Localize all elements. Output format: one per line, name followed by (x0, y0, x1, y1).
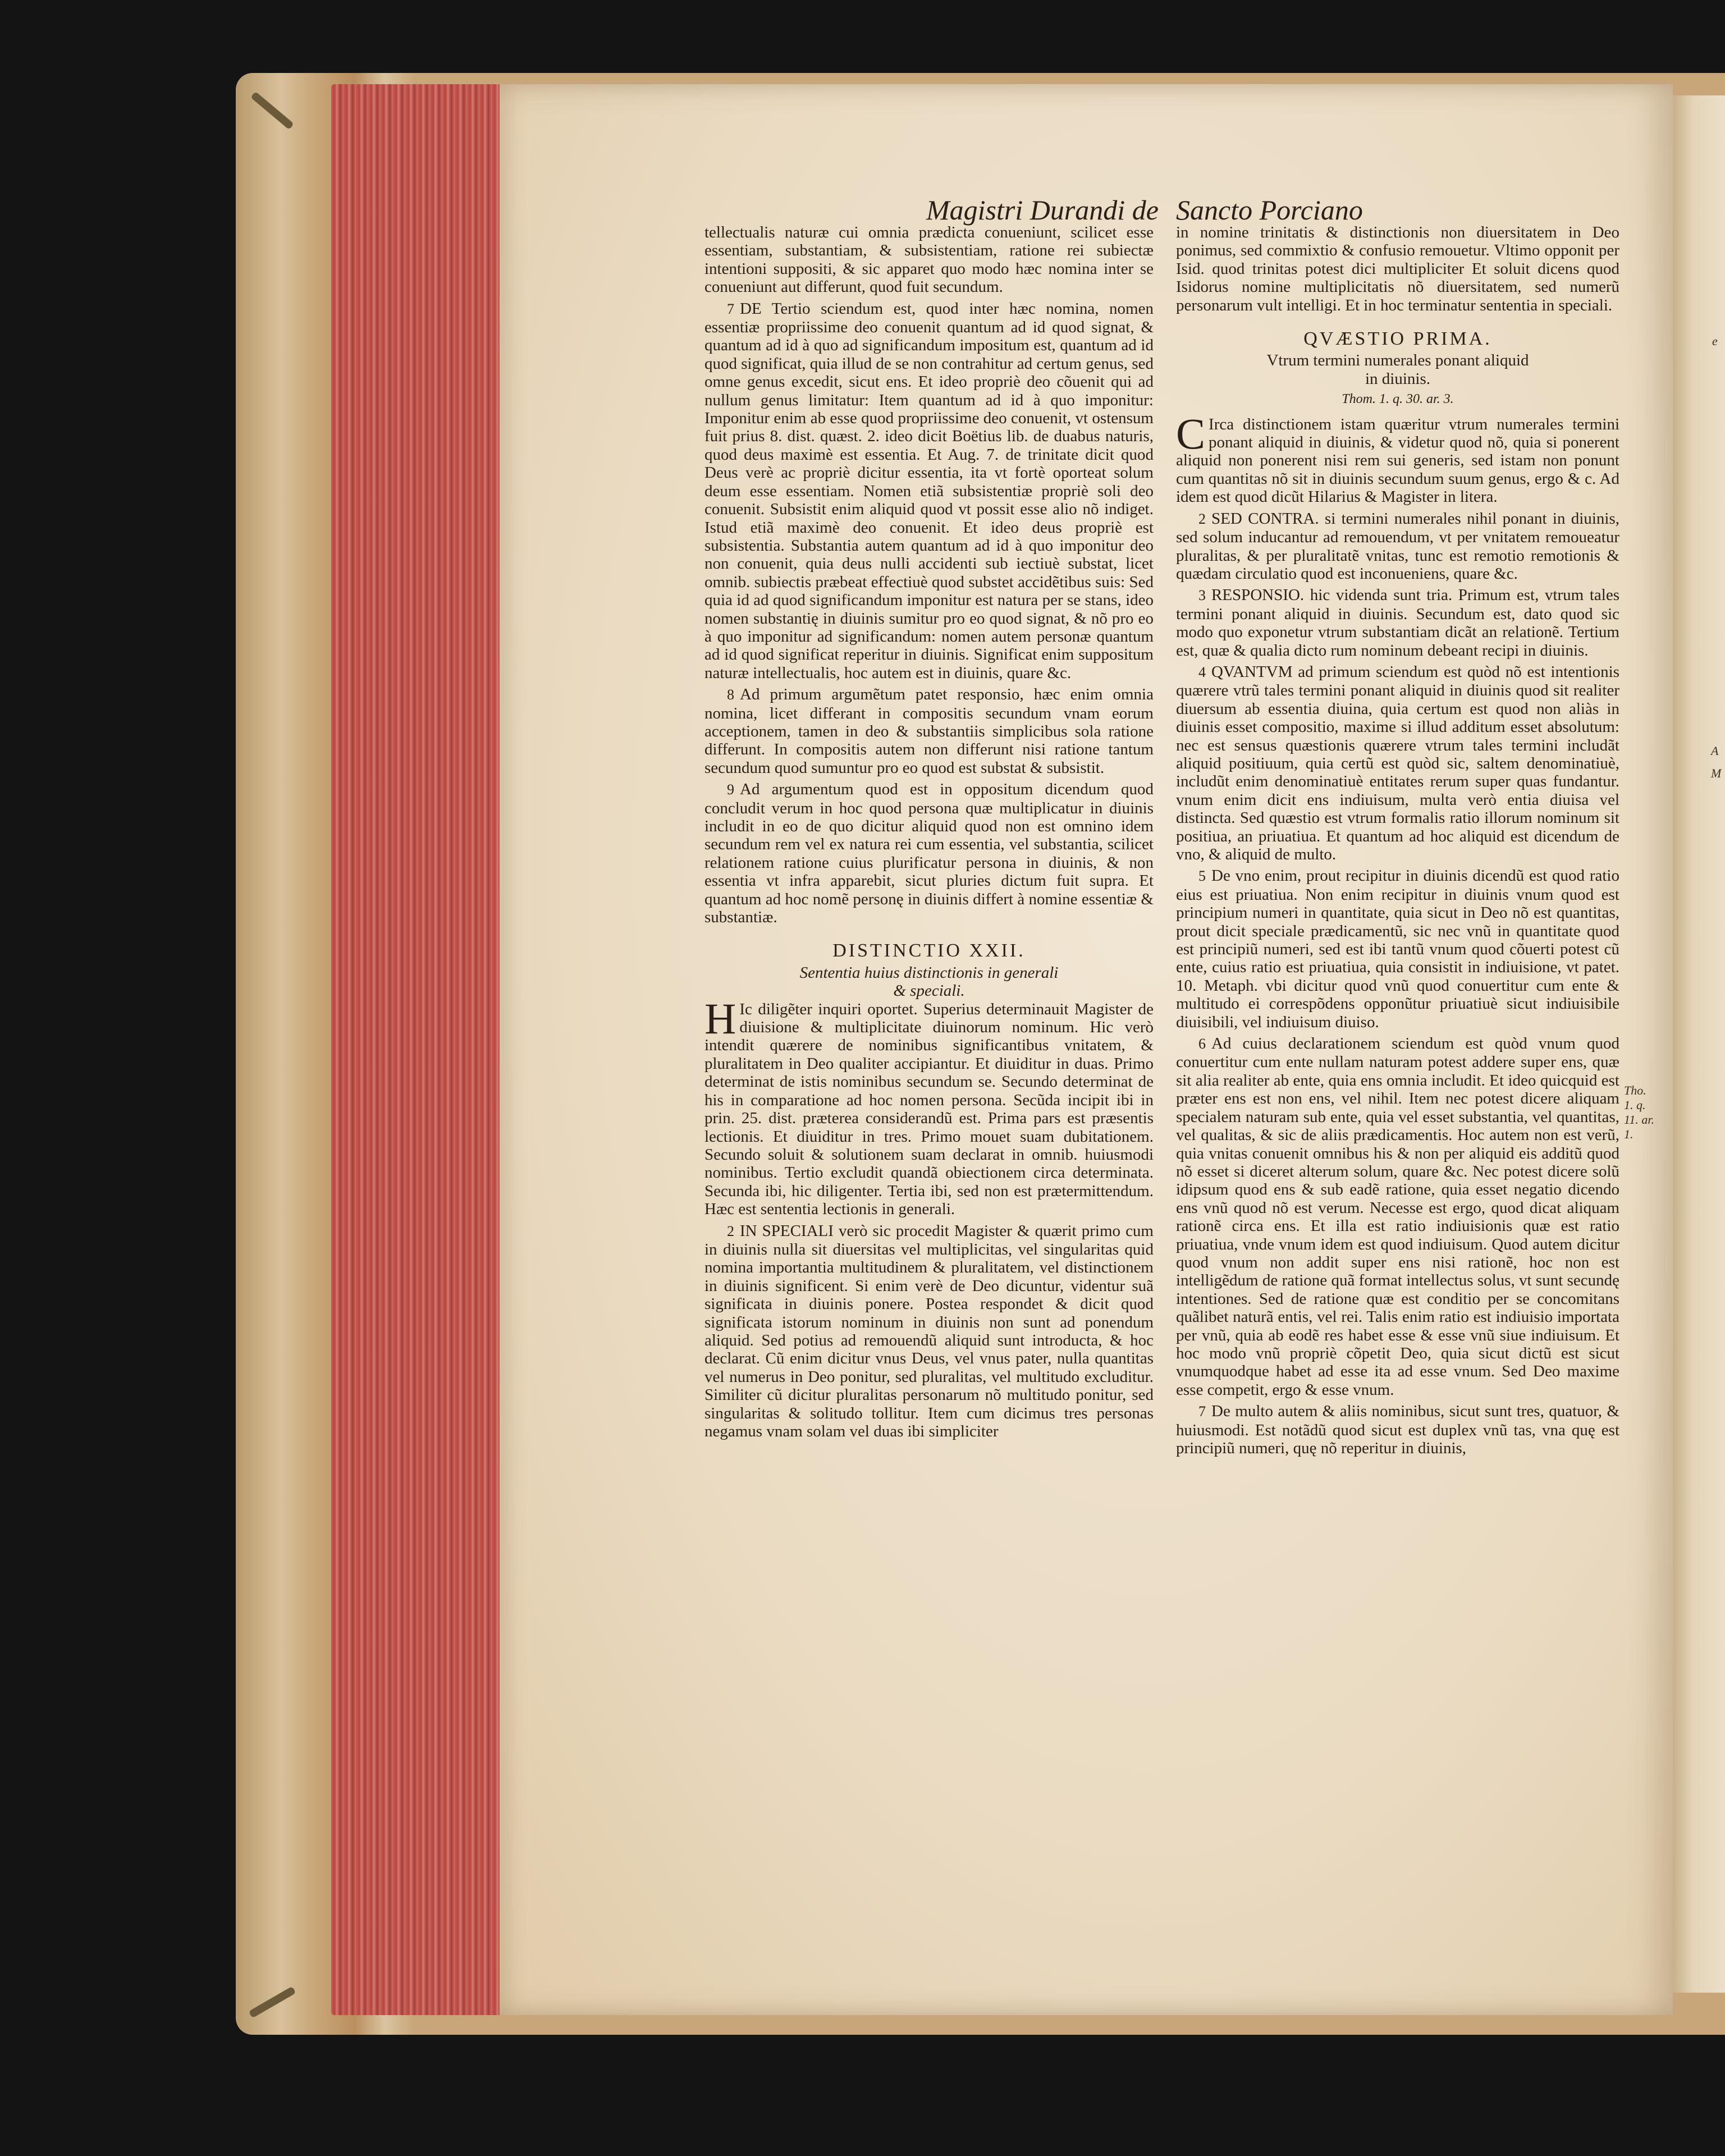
paragraph-number: 5 (1198, 868, 1206, 885)
quaestio-subheading-1: Vtrum termini numerales ponant aliquid (1266, 351, 1529, 370)
left-paragraph-7 (704, 300, 1154, 683)
right-paragraph-5 (1176, 867, 1619, 1031)
running-header-right: Sancto Porciano (1176, 194, 1363, 226)
next-page-letter-e: e (1712, 334, 1718, 348)
paragraph-text: Ic diligẽter inquiri oportet. Superius determinauit Magister de diuisione & multiplicitate diuinorum nominum. Hic verò intendit quærere de nominibus significantibus vnitatem, & pluralitatem in Deo qualiter accipiantur. Et diuiditur in duas. Primo determinat de istis nominibus secundum se. Secundo determinat de his in comparatione ad hoc nomen persona. Secũda incipit ibi in prin. 25. dist. præterea considerandũ est. Prima pars est præsentis lectionis. Et diuiditur in tres. Primo mouet suam dubitationem. Secundo soluit & solutionem suam declarat in omnib. huiusmodi nominibus. Tertio excludit quandã obiectionem circa determinata. Secunda ibi, hic diligenter. Tertia ibi, sed non est prætermittendum. Hæc est sententia lectionis in generali. (704, 1000, 1154, 1219)
left-opening-paragraph: tellectualis naturæ cui omnia prædicta conueniunt, scilicet esse essentiam, substantiam, & subsistentiam, ratione rei subiectæ intentioni suppositi, & sic apparet quo modo hæc nomina inter se conueniunt aut differunt, quod fuit secundum. (704, 223, 1154, 296)
left-paragraph-2 (704, 1222, 1154, 1441)
left-paragraph-9 (704, 780, 1154, 926)
paragraph-text: RESPONSIO. hic videnda sunt tria. Primum est, vtrum tales termini ponant aliquid in diuinis. Secundum est, dato quod sic modo quo exponetur vtrum substantiam dicãt an relationẽ. Tertium est, quæ & qualia dicto rum nominum debeant recipi in diuinis. (1176, 586, 1619, 660)
distinctio-subheading-2: & speciali. (893, 982, 965, 1000)
distinctio-subheading-1: Sententia huius distinctionis in generali (799, 963, 1059, 982)
quaestio-citation: Thom. 1. q. 30. ar. 3. (1342, 392, 1454, 407)
left-paragraph-8 (704, 685, 1154, 777)
red-page-edges (331, 84, 500, 2015)
right-opening-paragraph: in nomine trinitatis & distinctionis non diuersitatem in Deo ponimus, sed commixtio & confusio remouetur. Vltimo opponit per Isid. quod trinitas potest dici multipliciter Et soluit dicens quod Isidorus nomine multiplicitatis nõ diuersitatem, sed numerũ personarum vult intelligi. Et in hoc terminatur sententia in speciali. (1176, 223, 1619, 314)
left-column (704, 223, 1154, 1444)
paragraph-text: Ad cuius declarationem sciendum est quòd vnum quod conuertitur cum ente nullam naturam potest addere super ens, quæ sit alia realiter ab ente, quia ens omnia includit. Et ideo quicquid est præter ens est non ens, vel nihil. Item nec potest dicere aliquam specialem naturam sub ente, quia vel esset substantia, vel quantitas, vel qualitas, & sic de aliis prædicamentis. Hoc autem non est verũ, quia vnitas conuenit omnibus his & non per aliquid eis additũ quod nõ esset si diceret alterum solum, quare &c. Nec potest dicere solũ idipsum quod ens & sub eadẽ ratione, quia esset negatio dicendo ens vnũ quod nõ est verum. Necesse est ergo, quod dicat aliquam rationẽ circa ens. Et illa est ratio indiuisionis quæ est ratio priuatiua, vnde vnum idem est quod indiuisum. Quod autem dicitur quod vnum non addit super ens nisi rationẽ, hoc non est intelligẽdum de ratione quã format intellectus solus, vt sunt secundę intentiones. Sed de ratione quæ est conditio per se concomitans quãlibet naturã entis, vel rei. Talis enim ratio est indiuisio importata per vnũ, quia ab eodẽ res habet esse & esse vnũ siue indiuisum. Et hoc modo vnũ propriè cõpetit Deo, quia sicut dictũ est sicut vnumquodque habet ad esse ita ad esse vnum. Sed Deo maxime esse competit, ergo & esse vnum. (1176, 1034, 1619, 1399)
paragraph-text: Ad argumentum quod est in oppositum dicendum quod concludit verum in hoc quod persona quæ multiplicatur in diuinis includit in eo de quo dicitur aliquid quod non est omnino idem secundum rem vel ex natura rei cum essentia, vel substantia, scilicet relationem ratione cuius plurificatur persona in diuinis, & non essentia vt infra apparebit, sicut pluries dictum fuit supra. Et quantum ad hoc nomẽ personę in diuinis differt à nomine essentiæ & substantiæ. (704, 780, 1154, 927)
paragraph-number: 7 (727, 300, 734, 317)
right-paragraph-7 (1176, 1402, 1619, 1457)
next-page-letter-m: M (1711, 766, 1722, 780)
right-paragraph-6 (1176, 1034, 1619, 1399)
paragraph-number: 2 (1198, 510, 1206, 527)
next-page-letter-a: A (1711, 744, 1719, 758)
paragraph-number: 3 (1198, 587, 1206, 604)
paragraph-number: 2 (727, 1223, 734, 1239)
paragraph-number: 7 (1198, 1403, 1206, 1420)
next-page-edge (1673, 95, 1725, 1993)
quaestio-subheading-2: in diuinis. (1365, 369, 1430, 388)
right-paragraph-3 (1176, 586, 1619, 660)
right-paragraph-4 (1176, 663, 1619, 863)
paragraph-text: Irca distinctionem istam quæritur vtrum numerales termini ponant aliquid in diuinis, & videtur quod nõ, quia si ponerent aliquid non ponerent nisi rem sui generis, sed istam non ponunt cum quantitas nõ sit in diuinis secundum suum genus, ergo & c. Ad idem est quod dicũt Hilarius & Magister in litera. (1176, 415, 1619, 506)
distinctio-paragraph (704, 994, 1154, 1219)
paragraph-number: 9 (727, 781, 734, 798)
paragraph-text: De multo autem & aliis nominibus, sicut sunt tres, quatuor, & huiusmodi. Est notãdũ quod sicut est duplex vnũ tas, vna quę est principiũ numeri, quę nõ reperitur in diuinis, (1176, 1402, 1619, 1457)
paragraph-number: 8 (727, 686, 734, 703)
running-header-left: Magistri Durandi de (926, 194, 1159, 226)
paragraph-text: DE Tertio sciendum est, quod inter hæc nomina, nomen essentiæ propriissime deo conuenit quantum ad id quod signat, & quantum ad id à quo ad significandum impositum est, quantum ad id quod significat, quia illud de se non contrahitur ad certum genus, sed omne genus excedit, sicut ens. Et ideo propriè deo cõuenit qui ad nullum genus limitatur: Item quantum ad id à quo imponitur: Imponitur enim ab esse quod propriissime deo conuenit, vt ostensum fuit prius 8. dist. quæst. 2. ideo dicit Boëtius lib. de duabus naturis, quod deus maximè est essentia. Et Aug. 7. de trinitate dicit quod Deus verè ac propriè dicitur essentia, ita vt fortè oporteat solum deum esse essentiam. Nomen etiã subsistentiæ propriè soli deo conuenit. Subsistit enim aliquid quod vt possit esse alio nõ indiget. Istud etiã maximè deo conuenit. Et ideo deus propriè est subsistentia. Substantia autem quantum ad id à quo imponitur deo non conuenit, quia deus nulli accidenti sub iectiuè substat, licet omnib. subiectis præbeat effectiuè quod substet accidẽtibus suis: Sed quia id ad quod significandum imponitur est natura per se stans, ideo nomen substantię in diuinis sumitur pro eo quod signat, & nõ pro eo à quo imponitur ad significandum: nomen autem personæ quantum ad id quod significat reperitur in diuinis. Significat enim suppositum naturæ intellectualis, hoc autem est in diuinis, quare &c. (704, 299, 1154, 682)
paragraph-text: Ad primum argumẽtum patet responsio, hæc enim omnia nomina, licet differant in compositis secundum vnam eorum acceptionem, tamen in deo & substantiis simplicibus sola ratione differunt. In compositis autem non differunt nisi ratione tantum secundum quod sumuntur pro eo quod est substat & subsistit. (704, 685, 1154, 777)
paragraph-number: 4 (1198, 663, 1206, 680)
right-paragraph-2 (1176, 510, 1619, 583)
quaestio-heading: QVÆSTIO PRIMA. (1303, 328, 1492, 350)
distinctio-heading: DISTINCTIO XXII. (832, 940, 1026, 962)
paragraph-text: De vno enim, prout recipitur in diuinis dicendũ est quod ratio eius est priuatiua. Non enim recipitur in diuinis vnum quod est principium numeri in quantitate, quia sicut in Deo nõ est quantitas, prout dicit speciale prædicamentũ, sic nec vnũ in quantitate quod est principiũ numeri, sed est ibi tantũ vnum quod cõuerti potest cũ ente, cuius ratio est priuatiua, quia consistit in indiuisione, vt patet. 10. Metaph. vbi dicitur quod vnũ quod conuertitur cum ente & multitudo ei correspõdens opponũtur priuatiuè sicut indiuisibile diuisibili, vel indiuisum diuiso. (1176, 867, 1619, 1031)
paragraph-number: 6 (1198, 1036, 1206, 1052)
right-column (1176, 223, 1619, 1461)
drop-capital: H (704, 994, 736, 1043)
paragraph-text: QVANTVM ad primum sciendum est quòd nõ est intentionis quærere vtrũ tales termini ponant aliquid in diuinis quod sit realiter diuersum ab essentia diuina, quia certum est quod non aliàs in diuinis esset compositio, maxime si illud additum esset absolutum: nec est sensus quæstionis quærere vtrum tales termini includãt aliquid positiuum, quia certũ est quòd sic, saltem denominatiuè, includũt enim denominatiuè entitates rerum super quas fundantur. vnum enim dicit ens indiuisum, multa verò entia diuisa vel distincta. Sed quæstio est vtrum formalis ratio illorum nominum sit positiua, an priuatiua. Et quantum ad hoc aliquid est dicendum de vno, & aliquid de multo. (1176, 662, 1619, 863)
margin-note-citation: Tho. 1. q. 11. ar. 1. (1624, 1083, 1654, 1141)
quaestio-paragraph (1176, 409, 1619, 506)
paragraph-text: SED CONTRA. si termini numerales nihil ponant in diuinis, sed solum inducantur ad remouendum, vt per vnitatem remoueatur pluralitas, & per pluralitatẽ vnitas, tunc est remotio remotionis & quædam circulatio quod est inconueniens, quare &c. (1176, 509, 1619, 583)
drop-capital: C (1176, 409, 1206, 458)
paragraph-text: IN SPECIALI verò sic procedit Magister & quærit primo cum in diuinis nulla sit diuersitas vel multiplicitas, vel singularitas quid nomina importantia multitudinem & pluralitatem, vel distinctionem in diuinis significent. Si enim verè de Deo dicuntur, videntur suã significata in diuinis ponere. Postea respondet & dicit quod significata istorum nominum in diuinis non sunt ad ponendum aliquid. Sed potius ad remouendũ aliquid sunt introducta, & hoc declarat. Cũ enim dicitur vnus Deus, vel vnus pater, nulla quantitas vel numerus in Deo ponitur, sed pluralitas, vel multitudo excluditur. Similiter cũ dicitur pluralitas personarum nõ multitudo ponitur, sed singularitas & solitudo tollitur. Item cum dicimus tres personas negamus vnam solam vel duas ibi simpliciter (704, 1221, 1154, 1440)
